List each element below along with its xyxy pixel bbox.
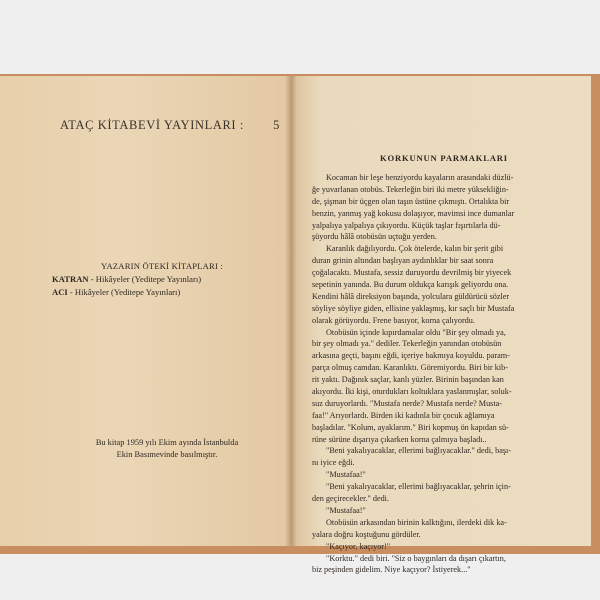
story-line: den geçirecekler." dedi. [312,494,389,504]
story-line: sepetinin yanında. Bu durum oldukça karışık geliyordu ona. [312,280,509,290]
story-line: "Korktu." dedi biri. "Siz o baygınları da dışarı çıkartın, [326,553,506,563]
story-line: suz duruyorlardı. "Mustafa nerde? Mustafa nerde? Musta- [312,398,502,408]
story-line: şüyordu hâlâ otobüsün uçtuğu yerden. [312,232,437,242]
other-book-title: KATRAN [52,274,89,284]
story-line: söyliye söyliye giden, ellisine yaklaşmış, kır saçlı bir Mustafa [312,303,515,313]
story-line: "Kaçıyor, kaçıyor!" [326,541,391,551]
story-line: yalara doğru koştuğunu gördüler. [312,529,421,539]
story-line: Otobüsün içinde kıpırdamalar oldu "Bir şey olmadı ya, [326,327,506,337]
other-books-heading: YAZARIN ÖTEKİ KİTAPLARI : [101,261,223,271]
story-line: duran grinin altından başlıyan aydınlıklar bir saat sonra [312,256,494,266]
other-books-section [52,260,282,299]
story-line: nı iyice eğdi. [312,458,355,468]
other-book-item [52,273,282,286]
story-line: "Mustafaa!" [326,470,366,480]
series-number: 5 [273,118,280,132]
story-line: "Mustafaa!" [326,505,366,515]
story-line: Kendini hâlâ direksiyon başında, yolculara güldürücü sözler [312,291,510,301]
chapter-title: KORKUNUN PARMAKLARI [380,153,508,163]
series-title: ATAÇ KİTABEVİ YAYINLARI : [60,118,244,132]
left-page [0,76,291,546]
story-line: Karanlık dağılıyordu. Çok ötelerde, kalın bir şerit gibi [326,244,504,254]
story-line: arkasına geçti, başını eğdi, içeriye bakmıya koyuldu. param- [312,351,510,361]
story-line: başladılar. "Kolum, ayaklarım." Biri kopmuş ön kapıdan sü- [312,422,509,432]
story-line: rit yaktı. Dağınık saçlar, kanlı yüzler. Birinin başından kan [312,375,504,385]
story-line: parça olmuş camdan. Karanlıktı. Göremiyordu. Biri bir kib- [312,363,508,373]
story-line: biz peşinden gidelim. Niye kaçıyor? İstiyerek..." [312,565,471,575]
story-line: çoğalacaktı. Mustafa, sessiz duruyordu devrilmiş bir yiyecek [312,268,512,278]
series-title-line [60,118,280,133]
book-gutter [285,76,297,546]
other-book-item [52,286,282,299]
story-text [312,172,584,576]
story-line: "Beni yakalıyacaklar, ellerimi bağlıyacaklar, şehrin için- [326,482,511,492]
story-line: rüne sürüne dışarıya çıkarken korna çalmıya başladı.. [312,434,487,444]
colophon-line: Bu kitap 1959 yılı Ekim ayında İstanbulda [95,438,239,447]
story-line: Otobüsün arkasından birinin kalktığını, ilerdeki dik ka- [326,517,507,527]
story-line: olarak görüyordu. Frene basıyor, korna çalıyordu. [312,315,475,325]
colophon-line: Ekin Basımevinde basılmıştır. [116,450,218,459]
story-line: "Beni yakalıyacaklar, ellerimi bağlıyacaklar." dedi, başı- [326,446,512,456]
colophon [52,437,282,461]
story-line: benzin, yanmış yağ kokusu dolaşıyor, mavimsi ince dumanlar [312,208,515,218]
other-book-title: ACI [52,287,68,297]
story-line: faa!" Arıyorlardı. Birden iki kadınla bir çocuk ağlamıya [312,410,495,420]
story-line: ğe yuvarlanan otobüs. Tekerleğin biri iki metre yüksekliğin- [312,184,509,194]
story-line: bir şey olmadı ya." dediler. Tekerleğin yanından otobüsün [312,339,502,349]
story-line: akıyordu. İki kişi, oturdukları koltuklara yaslanmışlar, soluk- [312,387,512,397]
other-book-desc: - Hikâyeler (Yeditepe Yayınları) [69,287,181,297]
story-line: de, şişman bir üçgen olan taşın üstüne çıkmıştı. Ortalıkta bir [312,196,510,206]
story-line: Kocaman bir leşe benziyordu kayaların arasındaki düzlü- [326,173,514,182]
other-book-desc: - Hikâyeler (Yeditepe Yayınları) [90,274,202,284]
story-line: yalpalıya yalpalıya çıkıyordu. Küçük taşlar fışırtılarla dü- [312,220,501,230]
